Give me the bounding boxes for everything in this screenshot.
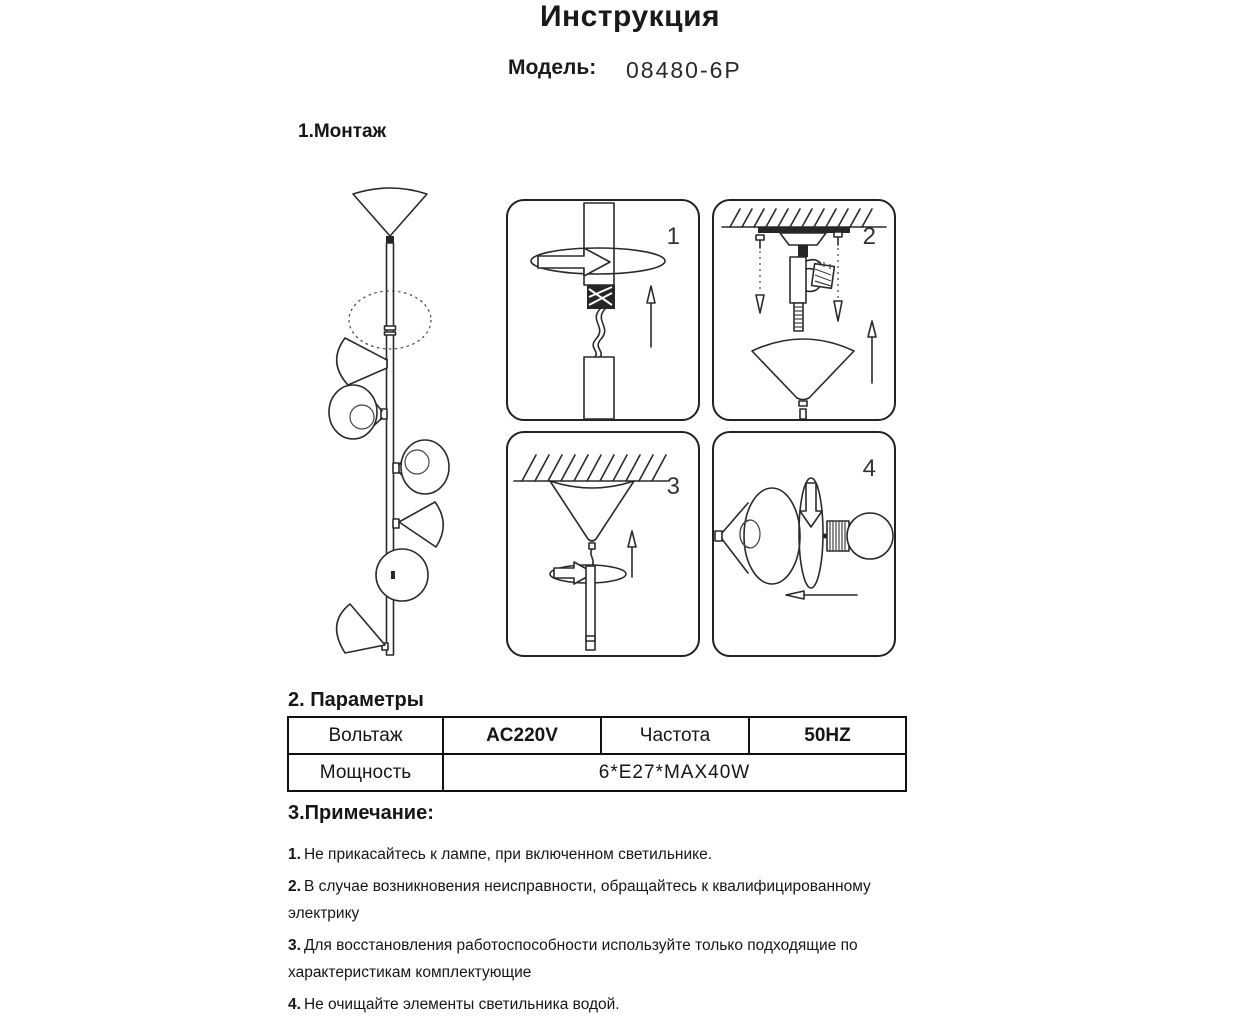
pole-joint-band2 (385, 332, 396, 335)
voltage-value-cell: AC220V (443, 717, 601, 754)
floor-lamp-figure (305, 180, 475, 685)
shade-a (337, 338, 387, 385)
pole-lower-segment (584, 357, 614, 419)
bulb (847, 513, 893, 559)
section-params-heading: 2. Параметры (288, 689, 424, 711)
step-number-2: 2 (862, 223, 876, 250)
power-value-cell: 6*E27*MAX40W (443, 754, 906, 791)
note-text: Не прикасайтесь к лампе, при включенном светильнике. (303, 846, 713, 863)
note-item-2 (288, 873, 912, 927)
ceiling-hatch (522, 455, 666, 481)
model-value: 08480-6P (626, 57, 742, 83)
shade-mouth (744, 488, 800, 584)
step3-figure (508, 433, 698, 655)
note-item-3 (288, 932, 912, 986)
notes-list (288, 841, 912, 1023)
up-arrow-head (628, 531, 636, 547)
shade-stem (800, 409, 806, 419)
section-montage-heading: 1.Монтаж (298, 121, 387, 142)
canopy-stem (798, 245, 808, 257)
shade-e (376, 549, 428, 601)
shade-apex (715, 531, 722, 541)
lamp-top-joint (386, 236, 394, 243)
step-number-4: 4 (862, 455, 876, 482)
up-arrow-head (868, 321, 876, 337)
ceiling-hatch (730, 209, 872, 227)
note-number: 2. (288, 878, 301, 895)
wire (591, 549, 593, 566)
shade-f (337, 604, 385, 653)
terminal-block (812, 261, 835, 288)
note-number: 3. (288, 937, 301, 954)
page-title: Инструкция (539, 0, 721, 33)
cone-shade (550, 481, 634, 541)
model-label: Модель: (508, 56, 597, 79)
step-panel-4 (712, 431, 896, 657)
step-panel-1 (506, 199, 700, 421)
step-panel-2 (712, 199, 896, 421)
frequency-value-cell: 50HZ (749, 717, 906, 754)
note-text: В случае возникновения неисправности, обращайтесь к квалифицированному электрику (288, 878, 871, 922)
section-notes-heading: 3.Примечание: (288, 802, 434, 824)
shade-d (399, 502, 443, 547)
screw-left (756, 235, 764, 313)
table-row (288, 754, 906, 791)
note-item-4 (288, 991, 912, 1018)
note-number: 1. (288, 846, 301, 863)
bulb-base (823, 521, 850, 551)
up-arrow-head (647, 286, 655, 303)
shade-e-mount (391, 571, 395, 579)
parameters-table (287, 716, 907, 792)
note-item-1 (288, 841, 912, 868)
note-text: Для восстановления работоспособности используйте только подходящие по характеристикам комплектующие (288, 937, 858, 981)
step-number-3: 3 (666, 473, 680, 500)
lamp-top-shade (353, 188, 427, 236)
shade-nipple (799, 401, 807, 406)
shade-c-mount (393, 463, 399, 473)
shade-d-mount (393, 519, 399, 528)
step-number-1: 1 (666, 223, 680, 250)
left-arrow-head (786, 591, 804, 599)
pole-band (586, 636, 595, 641)
shade-c (401, 440, 449, 494)
cone-shade (752, 339, 854, 400)
pole-joint-band (385, 326, 396, 330)
power-label-cell: Мощность (288, 754, 443, 791)
step-panel-3 (506, 431, 700, 657)
frequency-label-cell: Частота (601, 717, 749, 754)
note-number: 4. (288, 996, 301, 1013)
screw-right (834, 232, 842, 321)
bracket (790, 257, 806, 303)
canopy (780, 233, 826, 245)
note-text: Не очищайте элементы светильника водой. (303, 996, 620, 1013)
threaded-rod (794, 303, 803, 331)
table-row (288, 717, 906, 754)
shade-connector (589, 543, 595, 549)
shade-b (329, 385, 377, 439)
voltage-label-cell: Вольтаж (288, 717, 443, 754)
